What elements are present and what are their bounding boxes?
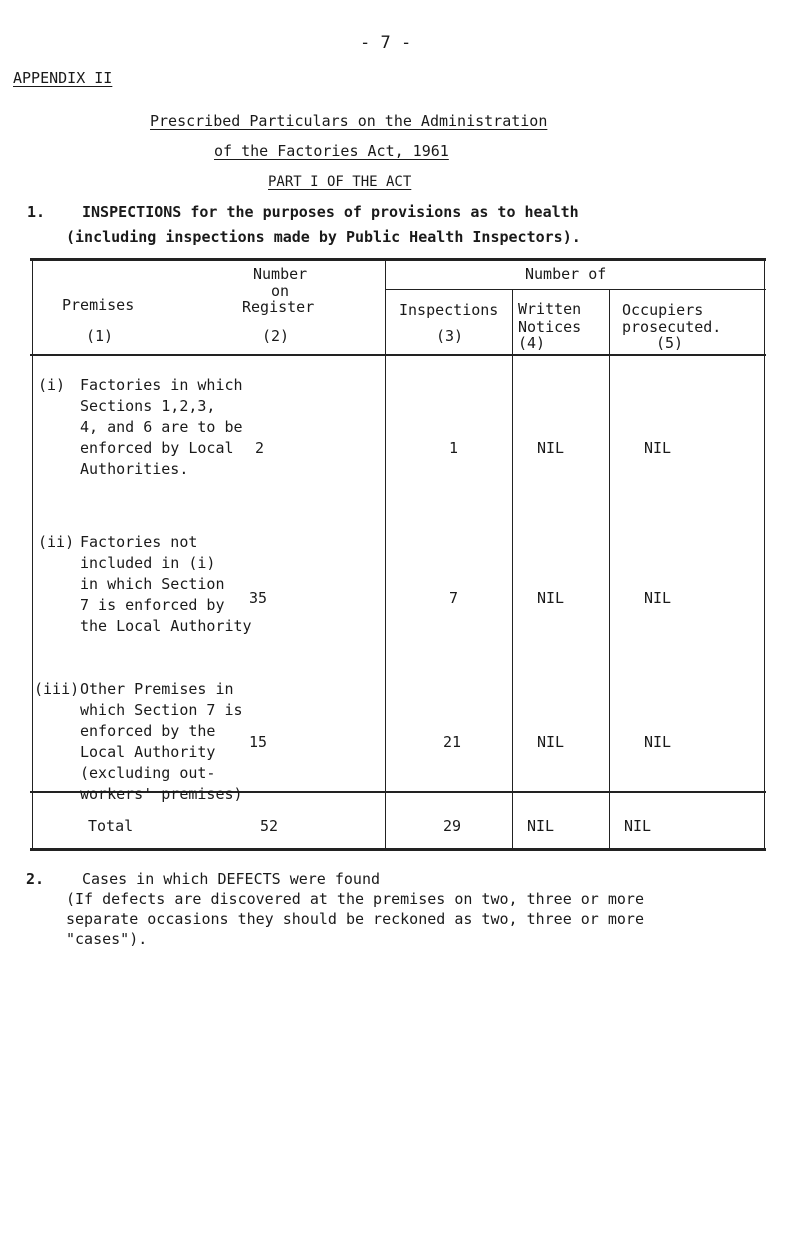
col-divider-3	[512, 290, 513, 851]
section-2-line-1: Cases in which DEFECTS were found	[82, 870, 381, 888]
header-written-line1: Written	[518, 300, 582, 318]
header-inspections-num: (3)	[436, 327, 464, 345]
row-description: Factories in which Sections 1,2,3, 4, and 6 are to be enforced by Local Authorities.	[80, 376, 243, 478]
total-label: Total	[88, 817, 134, 835]
header-occupiers-line2: prosecuted.	[622, 318, 722, 336]
title-line-1: Prescribed Particulars on the Administration	[150, 112, 548, 130]
section-1-heading-line-2: (including inspections made by Public Health Inspectors).	[66, 228, 581, 246]
header-written-line2: Notices	[518, 318, 582, 336]
row-register: 2	[255, 439, 265, 457]
row-label: (i)	[38, 376, 66, 394]
header-register-line2: on	[271, 282, 290, 300]
row-prosecuted: NIL	[644, 439, 672, 457]
row-description: Other Premises in which Section 7 is enforced by the Local Authority (excluding out- workers' premises)	[80, 680, 243, 803]
header-register-line3: Register	[242, 298, 315, 316]
row-label: (iii)	[34, 680, 80, 698]
row-prosecuted: NIL	[644, 589, 672, 607]
section-2-line-2: (If defects are discovered at the premises on two, three or more	[66, 890, 644, 908]
row-description: Factories not included in (i) in which Section 7 is enforced by the Local Authority	[80, 533, 252, 635]
total-notices: NIL	[527, 817, 555, 835]
section-1-heading-line-1: INSPECTIONS for the purposes of provisions as to health	[82, 203, 579, 221]
header-premises: Premises	[62, 296, 135, 314]
row-inspections: 21	[443, 733, 462, 751]
table-top-rule	[30, 258, 766, 261]
left-border	[32, 258, 33, 851]
header-written-num: (4)	[518, 334, 546, 352]
header-bottom-rule	[30, 354, 766, 356]
section-2-number: 2.	[26, 870, 45, 888]
header-occupiers-line1: Occupiers	[622, 301, 704, 319]
section-2-line-4: "cases").	[66, 930, 148, 948]
total-prosecuted: NIL	[624, 817, 652, 835]
row-notices: NIL	[537, 439, 565, 457]
header-occupiers-num: (5)	[656, 334, 684, 352]
row-register: 35	[249, 589, 268, 607]
table-bottom-rule	[30, 848, 766, 851]
total-register: 52	[260, 817, 279, 835]
part-heading: PART I OF THE ACT	[268, 174, 412, 190]
section-1-number: 1.	[27, 203, 46, 221]
header-number-of: Number of	[525, 265, 607, 283]
title-line-2: of the Factories Act, 1961	[214, 142, 449, 160]
row-register: 15	[249, 733, 268, 751]
header-inspections: Inspections	[399, 301, 499, 319]
page-number: - 7 -	[360, 33, 412, 53]
col-divider-2	[385, 258, 386, 851]
header-register-num: (2)	[262, 327, 290, 345]
row-prosecuted: NIL	[644, 733, 672, 751]
col-divider-4	[609, 290, 610, 851]
row-inspections: 1	[449, 439, 459, 457]
row-notices: NIL	[537, 733, 565, 751]
header-register-line1: Number	[253, 265, 308, 283]
section-2-line-3: separate occasions they should be reckoned as two, three or more	[66, 910, 644, 928]
header-premises-num: (1)	[86, 327, 114, 345]
row-inspections: 7	[449, 589, 459, 607]
total-inspections: 29	[443, 817, 462, 835]
right-border	[764, 258, 765, 851]
row-label: (ii)	[38, 533, 75, 551]
number-of-rule	[385, 289, 766, 290]
appendix-heading: APPENDIX II	[13, 69, 113, 87]
row-notices: NIL	[537, 589, 565, 607]
